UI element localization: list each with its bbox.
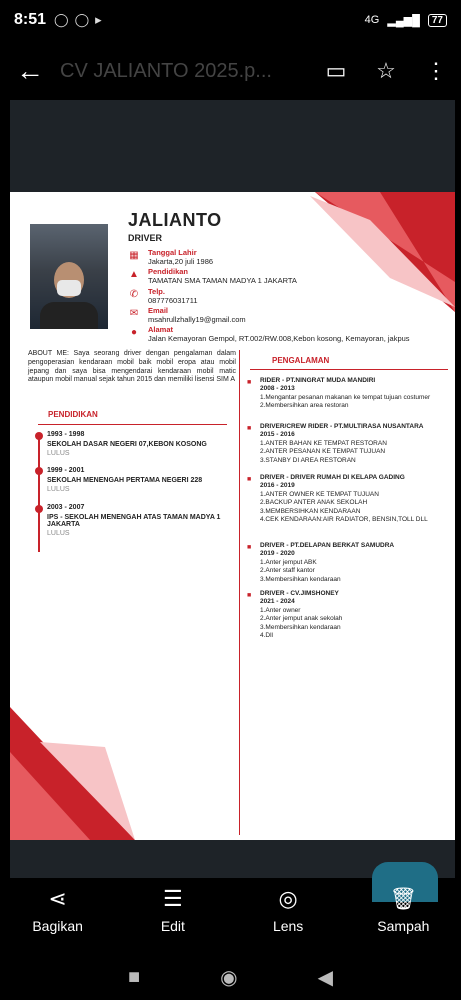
- cast-icon[interactable]: ▭: [325, 58, 347, 83]
- job-title: DRIVER - DRIVER RUMAH DI KELAPA GADING: [260, 474, 405, 481]
- experience-item: [247, 423, 450, 465]
- experience-title: PENGALAMAN: [272, 356, 330, 365]
- briefcase-icon: ■: [247, 544, 252, 551]
- contact-value: msahrullzhally19@gmail.com: [148, 315, 246, 324]
- edit-label: Edit: [160, 918, 185, 934]
- trash-label: Sampah: [377, 918, 430, 934]
- contact-value: Jalan Kemayoran Gempol, RT.002/RW.008,Kebon kosong, Kemayoran, jakpus: [148, 334, 410, 343]
- contact-education: [128, 267, 428, 285]
- contact-value: TAMATAN SMA TAMAN MADYA 1 JAKARTA: [148, 276, 297, 285]
- job-duty: 2.Anter staff kantor: [260, 567, 315, 575]
- edu-years: 1999 - 2001: [47, 467, 85, 474]
- edu-school: SEKOLAH MENENGAH PERTAMA NEGERI 228: [47, 477, 203, 484]
- job-duty: 4.Dll: [260, 632, 274, 640]
- back-icon[interactable]: ◀: [317, 967, 333, 989]
- star-icon[interactable]: ☆: [376, 58, 396, 83]
- calendar-icon: ▦: [129, 250, 139, 261]
- job-duty: 1.ANTER BAHAN KE TEMPAT RESTORAN: [260, 439, 387, 447]
- edu-school: SEKOLAH DASAR NEGERI 07,KEBON KOSONG: [47, 441, 207, 448]
- location-icon: ●: [130, 327, 138, 338]
- more-vert-icon[interactable]: ⋮: [425, 58, 447, 83]
- briefcase-icon: ■: [247, 379, 252, 386]
- network-type: 4G: [364, 14, 380, 26]
- job-duty: 1.ANTER OWNER KE TEMPAT TUJUAN: [260, 490, 379, 498]
- job-duty: 4.CEK KENDARAAN:AIR RADIATOR, BENSIN,TOLL DLL: [260, 516, 428, 524]
- signal-icon: ▂▄▆█: [387, 14, 420, 27]
- job-title: DRIVER - CV.JIMSHONEY: [260, 590, 339, 597]
- job-title: DRIVER/CREW RIDER - PT.MULTIRASA NUSANTARA: [260, 423, 424, 430]
- education-item: [47, 431, 237, 457]
- job-years: 2015 - 2016: [260, 431, 295, 439]
- edit-sliders-icon: ☰: [163, 886, 183, 911]
- photo-shoulders: [40, 302, 98, 329]
- job-years: 2021 - 2024: [260, 598, 295, 606]
- contact-label: Telp.: [148, 287, 165, 296]
- notification-icons: [54, 12, 102, 28]
- home-icon[interactable]: ◉: [220, 967, 238, 989]
- status-bar: [0, 0, 461, 40]
- job-duty: 2.Anter jemput anak sekolah: [260, 615, 343, 623]
- briefcase-icon: ■: [247, 425, 252, 432]
- education-divider: [38, 424, 227, 425]
- share-icon: ⋖: [48, 886, 67, 911]
- lens-button[interactable]: [231, 880, 346, 955]
- contact-address: [128, 325, 428, 343]
- job-duty: 3.STANBY DI AREA RESTORAN: [260, 456, 356, 464]
- contact-phone: [128, 287, 428, 305]
- email-icon: ✉: [129, 308, 139, 319]
- play-icon: ▸: [95, 12, 102, 27]
- job-years: 2019 - 2020: [260, 550, 295, 558]
- experience-divider: [250, 369, 448, 370]
- contact-email: [128, 306, 428, 324]
- about-me: ABOUT ME: Saya seorang driver dengan pengalaman dalam pengoperasian kendaraan mobil baik mobil eropa atau mobil jepang dan saya bisa mengendarai kendaraan mobil matic ataupun mobil manual sejak tahun 2015 dan memiliki lisensi SIM A: [28, 350, 236, 384]
- trash-icon: 🗑: [389, 886, 418, 911]
- edu-status: LULUS: [47, 450, 70, 457]
- app-bar: [0, 40, 461, 102]
- graduation-cap-icon: ▲: [129, 269, 139, 280]
- job-years: 2016 - 2019: [260, 482, 295, 490]
- experience-item: [247, 542, 450, 584]
- timeline-dot: [35, 432, 43, 440]
- contact-label: Pendidikan: [148, 267, 189, 276]
- column-divider: [239, 350, 240, 835]
- document-title: CV JALIANTO 2025.p...: [60, 59, 272, 82]
- contact-value: 087776031711: [148, 296, 198, 305]
- battery-level: 77: [431, 14, 443, 26]
- bottom-action-bar: [0, 880, 461, 955]
- whatsapp-icon: ◯: [54, 12, 69, 27]
- contact-label: Alamat: [148, 325, 174, 334]
- education-timeline: [38, 437, 40, 552]
- profile-photo: [30, 224, 108, 329]
- job-duty: 1.Anter jemput ABK: [260, 558, 317, 566]
- contact-label: Tanggal Lahir: [148, 248, 197, 257]
- edit-button[interactable]: [115, 880, 230, 955]
- job-duty: 1.Mengantar pesanan makanan ke tempat tujuan costumer: [260, 393, 431, 401]
- job-duty: 2.Membersihkan area restoran: [260, 402, 349, 410]
- job-duty: 2.ANTER PESANAN KE TEMPAT TUJUAN: [260, 448, 386, 456]
- lens-icon: ◎: [278, 886, 298, 911]
- edu-status: LULUS: [47, 486, 70, 493]
- job-title: RIDER - PT.NINGRAT MUDA MANDIRI: [260, 377, 376, 384]
- photo-mask: [57, 280, 81, 296]
- job-duty: 3.MEMBERSIHKAN KENDARAAN: [260, 507, 361, 515]
- timeline-dot: [35, 467, 43, 475]
- cv-name: JALIANTO: [128, 210, 222, 230]
- share-button[interactable]: [0, 880, 115, 955]
- status-right: [365, 14, 447, 27]
- contact-label: Email: [148, 306, 169, 315]
- edu-status: LULUS: [47, 530, 70, 537]
- contact-birth: [128, 248, 428, 266]
- edu-years: 1993 - 1998: [47, 431, 85, 438]
- cv-role: DRIVER: [128, 233, 163, 243]
- experience-item: [247, 590, 450, 641]
- cv-page: [10, 192, 455, 840]
- contact-value: Jakarta,20 juli 1986: [148, 257, 214, 266]
- trash-button[interactable]: [346, 880, 461, 955]
- edu-school: IPS - SEKOLAH MENENGAH ATAS TAMAN MADYA 1 JAKARTA: [47, 514, 221, 528]
- experience-item: [247, 474, 450, 525]
- job-duty: 3.Membersihkan kendaraan: [260, 623, 341, 631]
- share-label: Bagikan: [32, 918, 83, 934]
- whatsapp-icon-2: ◯: [74, 12, 90, 27]
- recents-icon[interactable]: ■: [128, 966, 141, 988]
- edu-years: 2003 - 2007: [47, 504, 85, 511]
- education-item: [47, 467, 237, 493]
- experience-item: [247, 377, 450, 411]
- lens-label: Lens: [272, 918, 304, 934]
- job-duty: 3.Membersihkan kendaraan: [260, 575, 341, 583]
- briefcase-icon: ■: [247, 476, 252, 483]
- education-item: [47, 504, 237, 537]
- phone-icon: ✆: [129, 289, 139, 300]
- job-duty: 2.BACKUP ANTER ANAK SEKOLAH: [260, 499, 368, 507]
- job-title: DRIVER - PT.DELAPAN BERKAT SAMUDRA: [260, 542, 395, 549]
- back-arrow-icon[interactable]: ←: [16, 55, 44, 86]
- system-navigation: [0, 955, 461, 1000]
- document-viewer[interactable]: [10, 100, 455, 878]
- battery-icon: [428, 14, 447, 27]
- status-time: 8:51: [14, 11, 47, 28]
- briefcase-icon: ■: [247, 592, 252, 599]
- timeline-dot: [35, 505, 43, 513]
- education-title: PENDIDIKAN: [48, 410, 98, 419]
- job-duty: 1.Anter owner: [260, 606, 301, 614]
- job-years: 2008 - 2013: [260, 385, 295, 393]
